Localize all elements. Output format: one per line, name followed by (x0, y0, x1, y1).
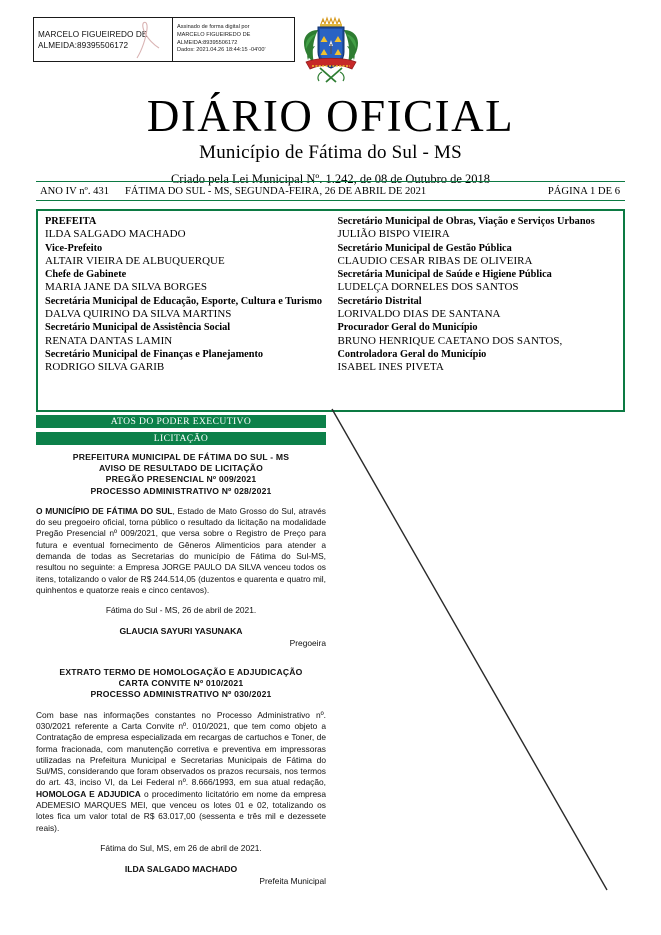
official-name: MARIA JANE DA SILVA BORGES (45, 281, 207, 294)
notice-bidding-result (36, 452, 326, 649)
signature-signer-line1: MARCELO FIGUEIREDO DE (38, 29, 148, 39)
signature-detail-line4: Dados: 2021.04.26 18:44:15 -04'00' (177, 47, 266, 54)
notice-signer-role: Prefeita Municipal (259, 875, 326, 886)
official-name: LUDELÇA DORNELES DOS SANTOS (337, 281, 519, 294)
municipal-coat-of-arms (296, 16, 366, 88)
signature-detail-line3: ALMEIDA:89395506172 (177, 39, 238, 46)
signature-detail-line1: Assinado de forma digital por (177, 24, 250, 31)
notice-place-date: Fátima do Sul, MS, em 26 de abril de 2021. (100, 842, 262, 853)
official-name: BRUNO HENRIQUE CAETANO DOS SANTOS, (337, 334, 563, 347)
notice-body-text: , Estado de Mato Grosso do Sul, através do seu pregoeiro oficial, torna público o resultado da licitação na modalidade Pregão Presencial nº 009/2021, que versa sobre o Registro de Preço para futura e eventual fornecimento de Gêneros Alimenticios para atender a demanda de todas as Secretarias do município de Fátima do Sul-MS, resultou no seguinte: a Empresa JORGE PAULO DA SILVA venceu todos os itens, totalizando o valor de R$ 244.514,05 (duzentos e quarenta e quatro mil, quinhentos e quatorze reais e cinco centavos). (36, 505, 326, 595)
official-name: ALTAIR VIEIRA DE ALBUQUERQUE (45, 254, 225, 267)
digital-signature-stamp (33, 17, 295, 62)
official-role: Procurador Geral do Município (337, 322, 478, 334)
issue-year-number: ANO IV nº. 431 (40, 185, 110, 197)
official-role: PREFEITA (45, 216, 97, 227)
official-name: ISABEL INES PIVETA (337, 361, 444, 374)
signature-signer (34, 29, 172, 51)
notice-heading (36, 667, 326, 701)
masthead-law-line: Criado pela Lei Municipal Nº. 1.242, de 08 de Outubro de 2018 (170, 172, 491, 186)
official-name: JULIÃO BISPO VIEIRA (337, 228, 450, 241)
official-role: Secretário Municipal de Assistência Social (45, 322, 231, 334)
signature-details (173, 24, 294, 54)
official-name: RENATA DANTAS LAMIN (45, 334, 173, 347)
official-role: Secretária Municipal de Saúde e Higiene Pública (337, 269, 552, 281)
notice-place-date: Fátima do Sul - MS, 26 de abril de 2021. (105, 605, 257, 616)
official-role: Secretário Municipal de Obras, Viação e Serviços Urbanos (337, 216, 595, 227)
official-name: ILDA SALGADO MACHADO (45, 228, 186, 241)
notice-heading-line3: PREGÃO PRESENCIAL Nº 009/2021 (105, 474, 257, 485)
official-role: Chefe de Gabinete (45, 269, 127, 281)
issue-place-date: FÁTIMA DO SUL - MS, SEGUNDA-FEIRA, 26 DE ABRIL DE 2021 (125, 185, 427, 197)
officials-column-right (331, 211, 624, 410)
official-role: Controladora Geral do Município (337, 348, 487, 360)
notice-body (36, 710, 326, 834)
official-role: Secretário Municipal de Finanças e Planejamento (45, 348, 264, 360)
notice-spacer (36, 649, 326, 667)
notice-body-lead: O MUNICÍPIO DE FÁTIMA DO SUL (36, 505, 173, 516)
signature-detail-line2: MARCELO FIGUEIREDO DE (177, 31, 251, 38)
issue-page-number: PÁGINA 1 DE 6 (547, 185, 620, 197)
official-role: Secretária Municipal de Educação, Esporte, Cultura e Turismo (45, 295, 322, 307)
notice-heading-line1: EXTRATO TERMO DE HOMOLOGAÇÃO E ADJUDICAÇÃO (59, 667, 303, 678)
section-banner-executive-acts: ATOS DO PODER EXECUTIVO (36, 415, 326, 428)
officials-box (36, 209, 625, 412)
notice-body (36, 506, 326, 596)
notice-heading-line4: PROCESSO ADMINISTRATIVO Nº 028/2021 (90, 485, 272, 496)
official-role: Secretário Municipal de Gestão Pública (337, 242, 512, 254)
signature-divider (172, 18, 173, 61)
masthead (0, 92, 661, 188)
page-title: DIÁRIO OFICIAL (146, 91, 515, 141)
official-name: DALVA QUIRINO DA SILVA MARTINS (45, 308, 232, 321)
notice-heading-line1: PREFEITURA MUNICIPAL DE FÁTIMA DO SUL - MS (72, 452, 290, 462)
notice-body-text-part2: o procedimento licitatório em nome da empresa ADEMESIO MARQUES MEI, que venceu os lotes 01 e 02, totalizando os lotes fica um valor total de R$ 63.017,00 (sessenta e três mil e dezessete reais). (36, 788, 326, 833)
notice-signer-name: GLAUCIA SAYURI YASUNAKA (119, 626, 243, 637)
notice-heading (36, 452, 326, 497)
notice-signer-name: ILDA SALGADO MACHADO (124, 864, 238, 875)
notice-heading-line2: CARTA CONVITE Nº 010/2021 (118, 678, 244, 689)
notice-body-text-part1: Com base nas informações constantes no Processo Administrativo nº. 030/2021 referente a Carta Convite nº. 010/2021, que tem como objeto a Contratação de empresa especializada em recargas de cartuchos e Toner, de forma fracionada, com manutenção corretiva e preventiva em impressoras utilizadas na Prefeitura Municipal e Secretarias Municipais de Fátima do Sul/MS, considerando que foram observados os prazos recursais, nos termos do art. 43, inciso VI, da Lei Federal nº. 8.666/1993, em sua atual redação, (36, 709, 326, 788)
notice-heading-line2: AVISO DE RESULTADO DE LICITAÇÃO (98, 463, 264, 474)
notice-homologation (36, 667, 326, 887)
notice-body-emphasis: HOMOLOGA E ADJUDICA (36, 788, 141, 799)
official-name: LORIVALDO DIAS DE SANTANA (337, 308, 501, 321)
masthead-subtitle: Município de Fátima do Sul - MS (199, 142, 462, 163)
section-banner-bidding: LICITAÇÃO (36, 432, 326, 445)
official-role: Secretário Distrital (337, 295, 422, 307)
notice-signer-role: Pregoeira (289, 637, 326, 648)
signature-signer-line2: ALMEIDA:89395506172 (38, 40, 129, 50)
official-role: Vice-Prefeito (45, 242, 103, 254)
content-column-left (36, 452, 326, 887)
issue-bar (36, 181, 625, 201)
officials-column-left (38, 211, 331, 410)
official-name: RODRIGO SILVA GARIB (45, 361, 165, 374)
official-name: CLAUDIO CESAR RIBAS DE OLIVEIRA (337, 254, 533, 267)
notice-heading-line3: PROCESSO ADMINISTRATIVO Nº 030/2021 (90, 689, 272, 700)
